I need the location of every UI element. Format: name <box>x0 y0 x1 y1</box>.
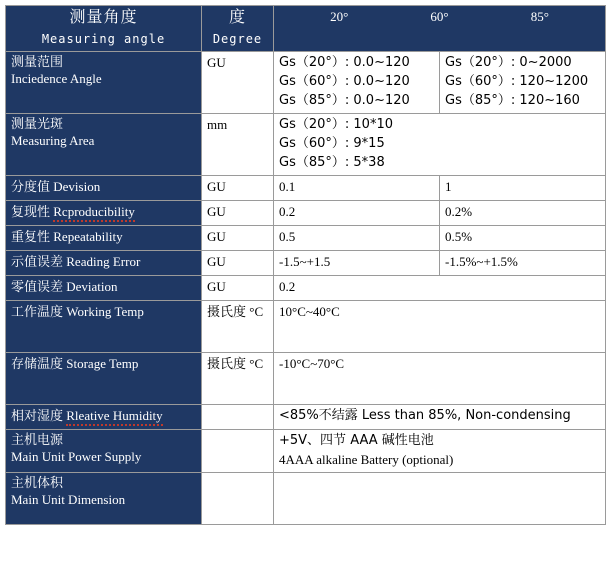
row-value-col1: 0.5 <box>274 226 440 251</box>
row-value-col1: 0.1 <box>274 176 440 201</box>
table-row <box>6 201 606 226</box>
table-row <box>6 226 606 251</box>
table-row <box>6 301 606 353</box>
row-label-en: Devision <box>53 179 101 194</box>
value-line: +5V、四节 AAA 碱性电池 <box>279 433 434 448</box>
value-line: Gs（60°）: 9*15 <box>279 136 385 151</box>
table-row <box>6 251 606 276</box>
row-label-en: Main Unit Power Supply <box>11 449 142 464</box>
table-header-row <box>6 6 606 52</box>
row-label-en: Rleative Humidity <box>66 408 162 426</box>
row-label-reading-error <box>6 251 202 276</box>
row-value-col1 <box>274 430 606 473</box>
row-value-col1: 0.2 <box>274 201 440 226</box>
row-value-col2 <box>440 52 606 114</box>
table-row <box>6 276 606 301</box>
row-unit: GU <box>202 251 274 276</box>
row-unit: GU <box>202 201 274 226</box>
row-label-cn: 示值误差 <box>11 255 64 270</box>
row-unit: GU <box>202 52 274 114</box>
row-label-en: Measuring Area <box>11 133 95 148</box>
row-label-cn: 分度值 <box>11 180 51 195</box>
row-label-main-dimension <box>6 473 202 525</box>
row-label-relative-humidity <box>6 405 202 430</box>
header-degree <box>202 6 274 52</box>
row-label-working-temp <box>6 301 202 353</box>
row-unit: GU <box>202 276 274 301</box>
value-line: Gs（85°）: 120~160 <box>445 93 580 108</box>
row-label-deviation <box>6 276 202 301</box>
row-label-en: Repeatability <box>53 229 123 244</box>
row-value-col1: <85%不结露 Less than 85%, Non-condensing <box>274 405 606 430</box>
value-line: 4AAA alkaline Battery (optional) <box>279 452 454 467</box>
row-value-col1 <box>274 52 440 114</box>
row-unit <box>202 473 274 525</box>
value-line: Gs（60°）: 120~1200 <box>445 74 589 89</box>
row-label-en: Main Unit Dimension <box>11 492 126 507</box>
row-label-en: Inciedence Angle <box>11 71 102 86</box>
row-label-measuring-range <box>6 52 202 114</box>
header-unit-cn: 度 <box>228 7 246 26</box>
row-unit: 摄氏度 °C <box>202 353 274 405</box>
table-row <box>6 353 606 405</box>
header-measuring-angle <box>6 6 202 52</box>
header-angle-85: 85° <box>530 9 549 24</box>
row-value-col2: 0.5% <box>440 226 606 251</box>
row-label-en: Rcproducibility <box>53 204 135 222</box>
row-unit <box>202 430 274 473</box>
value-line: Gs（20°）: 10*10 <box>279 117 393 132</box>
row-label-cn: 存储温度 <box>11 357 64 372</box>
value-line: Gs（20°）: 0.0~120 <box>279 55 410 70</box>
row-label-cn: 工作温度 <box>11 305 64 320</box>
row-label-cn: 主机电源 <box>11 433 64 448</box>
row-label-cn: 相对湿度 <box>11 409 64 424</box>
row-label-devision <box>6 176 202 201</box>
row-label-cn: 零值误差 <box>11 280 64 295</box>
row-label-cn: 重复性 <box>11 230 51 245</box>
row-label-en: Working Temp <box>66 304 144 319</box>
value-line: Gs（60°）: 0.0~120 <box>279 74 410 89</box>
value-line: Gs（20°）: 0~2000 <box>445 55 572 70</box>
row-unit <box>202 405 274 430</box>
row-label-en: Storage Temp <box>66 356 139 371</box>
row-value-col1: -10°C~70°C <box>274 353 606 405</box>
row-unit: mm <box>202 114 274 176</box>
spec-table-page <box>0 5 613 581</box>
header-title-en: Measuring angle <box>41 32 166 46</box>
row-unit: GU <box>202 176 274 201</box>
table-row <box>6 114 606 176</box>
row-unit: GU <box>202 226 274 251</box>
table-row <box>6 473 606 525</box>
row-label-cn: 主机体积 <box>11 476 64 491</box>
row-value-col1: 10°C~40°C <box>274 301 606 353</box>
row-value-col2: 1 <box>440 176 606 201</box>
row-label-measuring-area <box>6 114 202 176</box>
row-label-en: Deviation <box>66 279 118 294</box>
row-value-col1 <box>274 473 606 525</box>
row-value-col1 <box>274 114 606 176</box>
table-row <box>6 405 606 430</box>
header-unit-en: Degree <box>212 32 263 46</box>
header-angle-values <box>274 6 606 52</box>
row-label-storage-temp <box>6 353 202 405</box>
row-value-col2: -1.5%~+1.5% <box>440 251 606 276</box>
header-angle-20: 20° <box>330 9 349 24</box>
table-row <box>6 176 606 201</box>
table-row <box>6 430 606 473</box>
row-label-cn: 测量光斑 <box>11 117 64 132</box>
row-label-main-power <box>6 430 202 473</box>
value-line: Gs（85°）: 0.0~120 <box>279 93 410 108</box>
value-line: Gs（85°）: 5*38 <box>279 155 385 170</box>
table-row <box>6 52 606 114</box>
specification-table <box>5 5 606 525</box>
row-label-repeatability <box>6 226 202 251</box>
row-value-col1: -1.5~+1.5 <box>274 251 440 276</box>
row-label-reproducibility <box>6 201 202 226</box>
row-label-en: Reading Error <box>66 254 141 269</box>
header-title-cn: 测量角度 <box>69 7 138 26</box>
row-unit: 摄氏度 °C <box>202 301 274 353</box>
row-label-cn: 测量范围 <box>11 55 64 70</box>
row-value-col1: 0.2 <box>274 276 606 301</box>
row-value-col2: 0.2% <box>440 201 606 226</box>
header-angle-60: 60° <box>430 9 449 24</box>
row-label-cn: 复现性 <box>11 205 51 220</box>
